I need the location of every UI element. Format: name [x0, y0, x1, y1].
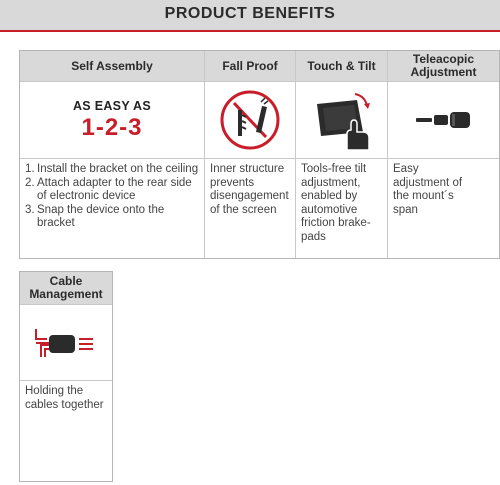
fall-proof-description: Inner structure prevents disengagement of the screen	[210, 163, 289, 216]
col-header-cable-management	[20, 272, 112, 305]
telescopic-description: Easy adjustment of the mount´s span	[393, 163, 463, 216]
cable-management-table	[19, 271, 113, 482]
step-text: Snap the device onto the bracket	[37, 203, 165, 229]
col-header-touch-tilt	[296, 51, 388, 82]
cable-management-icon	[33, 323, 99, 363]
page-title: PRODUCT BENEFITS	[164, 5, 336, 22]
self-assembly-text-cell	[20, 159, 205, 258]
assembly-steps-list	[25, 163, 199, 231]
cable-description: Holding the cables together	[25, 385, 104, 411]
easy-as-label: AS EASY AS	[72, 98, 152, 113]
step-text: Install the bracket on the ceiling	[37, 163, 199, 175]
col-header-label: Fall Proof	[222, 58, 278, 73]
touch-tilt-text-cell	[296, 159, 388, 258]
step-number: 1.	[25, 163, 35, 175]
easy-as-123-badge	[73, 99, 151, 142]
list-item	[25, 177, 199, 204]
col-header-label: Teleacopic Adjustment	[410, 52, 477, 79]
easy-as-number: 1-2-3	[81, 113, 143, 141]
fall-proof-text-cell	[205, 159, 296, 258]
col-header-fall-proof	[205, 51, 296, 82]
touch-tilt-icon-cell	[296, 82, 388, 159]
telescopic-text-cell	[388, 159, 499, 258]
self-assembly-icon-cell	[20, 82, 205, 159]
no-fall-icon	[218, 88, 282, 152]
step-number: 3.	[25, 203, 35, 216]
page-header	[0, 0, 500, 30]
col-header-label: Cable Management	[29, 274, 103, 301]
fall-proof-icon-cell	[205, 82, 296, 159]
col-header-self-assembly	[20, 51, 205, 82]
col-header-label: Touch & Tilt	[307, 58, 376, 73]
touch-tilt-description: Tools-free tilt adjustment, enabled by automotive friction brake-pads	[301, 163, 371, 243]
list-item	[25, 204, 199, 231]
list-item	[25, 163, 199, 177]
telescopic-icon-cell	[388, 82, 499, 159]
hand-tilt-icon	[307, 88, 377, 152]
col-header-label: Self Assembly	[71, 58, 153, 73]
step-number: 2.	[25, 176, 35, 189]
benefits-table	[19, 50, 500, 259]
cable-icon-cell	[20, 305, 112, 381]
telescopic-pole-icon	[414, 108, 474, 132]
cable-text-cell	[20, 381, 112, 481]
col-header-telescopic	[388, 51, 499, 82]
header-divider	[0, 30, 500, 32]
step-text: Attach adapter to the rear side of electronic device	[37, 176, 192, 202]
